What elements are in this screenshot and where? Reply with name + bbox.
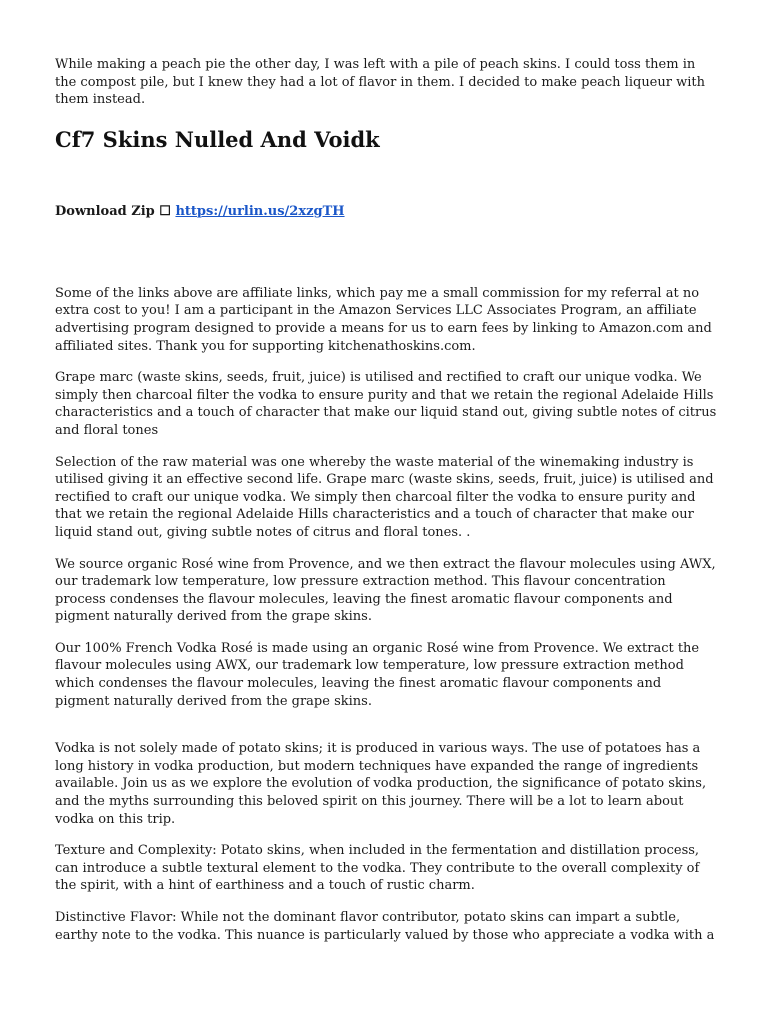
download-line: [55, 203, 717, 220]
paragraph-texture: Texture and Complexity: Potato skins, when included in the fermentation and distillation process, can introduce a subtle textural element to the vodka. They contribute to the overall complexity of the spirit, with a hint of earthiness and a touch of rustic charm.: [55, 843, 700, 894]
paragraph-rose-source: We source organic Rosé wine from Provence, and we then extract the flavour molecules using AWX, our trademark low temperature, low pressure extraction method. This flavour concentration process condenses the flavour molecules, leaving the finest aromatic flavour components and pigment naturally derived from the grape skins.: [55, 556, 716, 625]
paragraph-affiliate: Some of the links above are affiliate links, which pay me a small commission for my referral at no extra cost to you! I am a participant in the Amazon Services LLC Associates Program, an affiliate advertising program designed to provide a means for us to earn fees by linking to Amazon.com and affiliated sites. Thank you for supporting kitchenathoskins.com.: [55, 285, 712, 354]
paragraph-flavor: Distinctive Flavor: While not the dominant flavor contributor, potato skins can impart a subtle, earthy note to the vodka. This nuance is particularly valued by those who appreciate a vodka with a: [55, 910, 715, 943]
intro-paragraph: While making a peach pie the other day, I was left with a pile of peach skins. I could toss them in the compost pile, but I knew they had a lot of flavor in them. I decided to make peach liqueur with them instead.: [55, 57, 705, 108]
download-link[interactable]: https://urlin.us/2xzgTH: [175, 203, 345, 219]
paragraph-raw-material: Selection of the raw material was one whereby the waste material of the winemaking industry is utilised giving it an effective second life. Grape marc (waste skins, seeds, fruit, juice) is utilised and rectified to craft our unique vodka. We simply then charcoal filter the vodka to ensure purity and that we retain the regional Adelaide Hills characteristics and a touch of character that make our liquid stand out, giving subtle notes of citrus and floral tones. .: [55, 454, 714, 540]
paragraph-grape-marc: Grape marc (waste skins, seeds, fruit, juice) is utilised and rectified to craft our unique vodka. We simply then charcoal filter the vodka to ensure purity and that we retain the regional Adelaide Hills characteristics and a touch of character that make our liquid stand out, giving subtle notes of citrus and floral tones: [55, 370, 717, 438]
page-title: Cf7 Skins Nulled And Voidk: [55, 126, 380, 152]
spacer: [55, 220, 717, 285]
download-label: Download Zip ☐: [55, 203, 176, 219]
document-page: [55, 56, 717, 958]
paragraph-potato-history: Vodka is not solely made of potato skins; it is produced in various ways. The use of potatoes has a long history in vodka production, but modern techniques have expanded the range of ingredients available. Join us as we explore the evolution of vodka production, the significance of potato skins, and the myths surrounding this beloved spirit on this journey. There will be a lot to learn about vodka on this trip.: [55, 741, 707, 827]
paragraph-vodka-rose: Our 100% French Vodka Rosé is made using an organic Rosé wine from Provence. We extract the flavour molecules using AWX, our trademark low temperature, low pressure extraction method which condenses the flavour molecules, leaving the finest aromatic flavour components and pigment naturally derived from the grape skins.: [55, 640, 700, 709]
